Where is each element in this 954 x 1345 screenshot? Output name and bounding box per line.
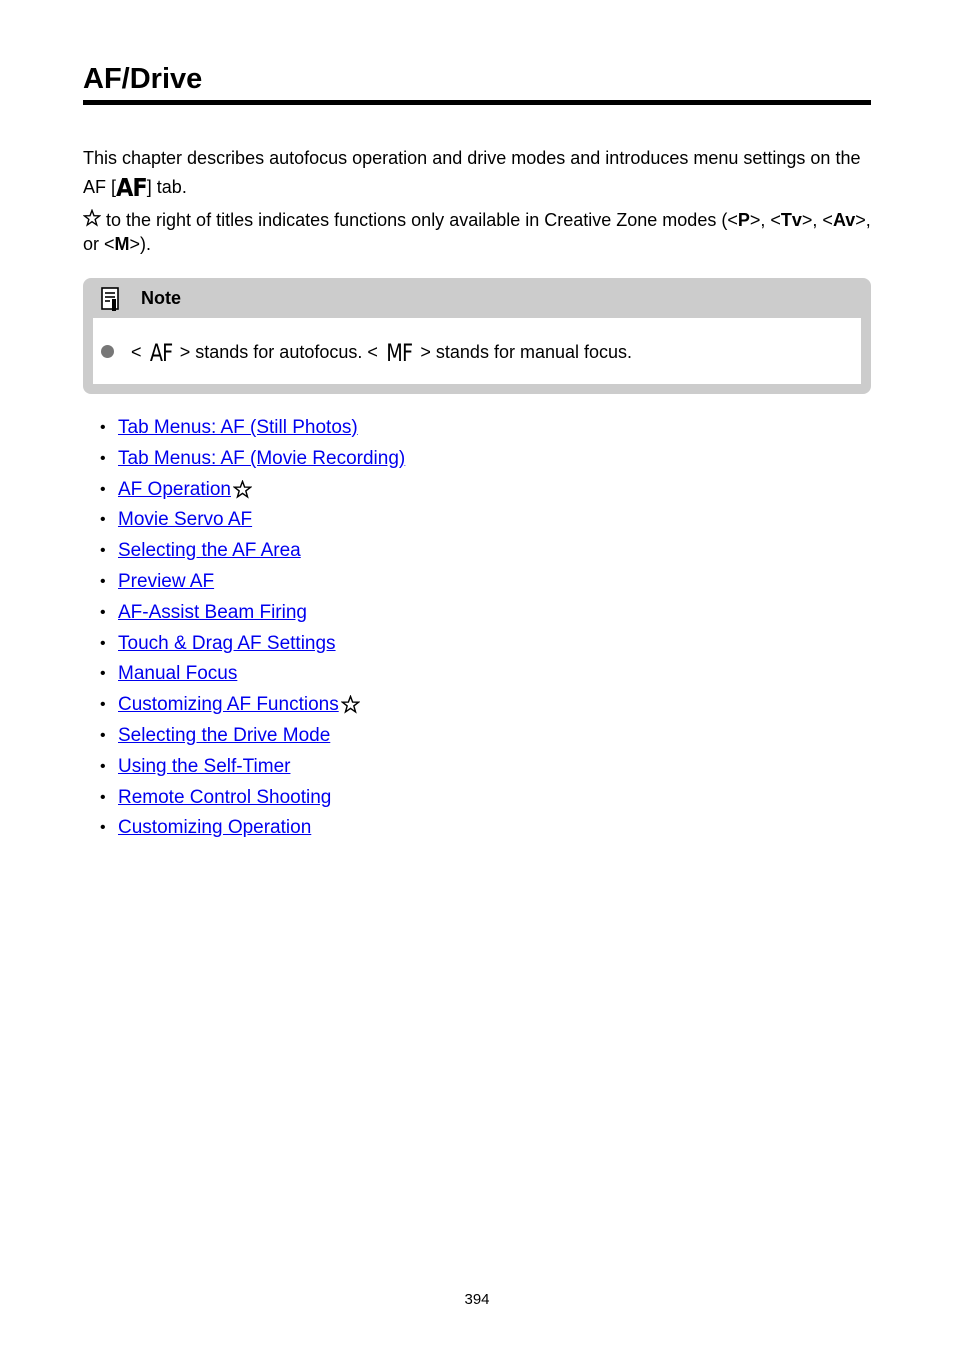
list-item	[100, 660, 405, 691]
list-item	[100, 722, 405, 753]
list-item	[100, 476, 405, 507]
note-text-part: > stands for autofocus. <	[174, 342, 383, 362]
bullet: •	[100, 419, 106, 436]
bullet: •	[100, 603, 106, 621]
link-af-operation[interactable]: AF Operation	[118, 478, 231, 500]
chapter-contents-list	[100, 414, 405, 845]
af-tab-icon: AF	[116, 173, 147, 202]
bullet: •	[100, 542, 106, 560]
list-item	[100, 784, 405, 815]
link-tab-menus-af-still[interactable]: Tab Menus: AF (Still Photos)	[118, 417, 358, 438]
note-body	[93, 318, 861, 384]
link-movie-servo-af[interactable]: Movie Servo AF	[118, 509, 253, 531]
bullet: •	[100, 449, 106, 467]
af-icon: AF	[149, 339, 172, 367]
note-text-part: > stands for manual focus.	[415, 342, 633, 362]
star-icon	[341, 695, 360, 714]
list-item	[100, 537, 405, 568]
bullet: •	[100, 788, 106, 806]
page-title: AF/Drive	[83, 60, 871, 105]
link-customizing-operation[interactable]: Customizing Operation	[118, 817, 312, 839]
link-tab-menus-af-movie[interactable]: Tab Menus: AF (Movie Recording)	[118, 447, 406, 469]
bullet: •	[100, 480, 106, 498]
intro-text-after: ] tab.	[146, 177, 187, 197]
creative-zone-note	[83, 209, 873, 256]
link-preview-af[interactable]: Preview AF	[118, 570, 215, 592]
list-item	[100, 506, 405, 537]
bullet: •	[100, 511, 106, 529]
link-selecting-drive-mode[interactable]: Selecting the Drive Mode	[118, 724, 331, 746]
link-manual-focus[interactable]: Manual Focus	[118, 663, 238, 685]
link-af-assist-beam[interactable]: AF-Assist Beam Firing	[118, 601, 307, 623]
intro-paragraph	[83, 144, 871, 202]
separator: >, <	[801, 210, 833, 230]
bullet: •	[100, 819, 106, 837]
star-icon	[233, 480, 252, 499]
list-item	[100, 414, 405, 445]
note-label: Note	[141, 288, 181, 308]
mode-av: Av	[832, 210, 856, 230]
list-item	[100, 599, 405, 630]
separator: >, or <	[83, 210, 871, 254]
bullet: •	[100, 726, 106, 744]
list-item	[100, 814, 405, 845]
bullet: •	[100, 757, 106, 775]
list-item	[100, 753, 405, 784]
note-item	[131, 339, 632, 365]
list-item	[100, 568, 405, 599]
link-customizing-af-functions[interactable]: Customizing AF Functions	[118, 694, 339, 716]
page-number: 394	[464, 1291, 490, 1308]
star-note-text: to the right of titles indicates functions only available in Creative Zone modes (<	[101, 210, 738, 230]
link-selecting-af-area[interactable]: Selecting the AF Area	[118, 540, 301, 562]
link-touch-drag-af[interactable]: Touch & Drag AF Settings	[118, 632, 336, 654]
link-using-self-timer[interactable]: Using the Self-Timer	[118, 755, 291, 777]
bullet: •	[100, 572, 106, 590]
note-box	[83, 278, 871, 394]
list-item	[100, 630, 405, 661]
mf-icon: MF	[386, 339, 413, 367]
star-icon	[83, 209, 101, 227]
note-text-part: <	[131, 342, 147, 362]
list-item	[100, 445, 405, 476]
mode-m: M	[114, 233, 130, 254]
note-bullet	[101, 345, 114, 358]
memo-icon	[101, 287, 121, 311]
star-note-end: >).	[129, 233, 152, 254]
bullet: •	[100, 696, 106, 714]
note-header	[83, 278, 871, 318]
mode-p: P	[737, 210, 750, 230]
bullet: •	[100, 665, 106, 683]
intro-text-before: This chapter describes autofocus operation and drive modes and introduces menu settings on the AF [	[83, 148, 861, 197]
list-item	[100, 691, 405, 722]
bullet: •	[100, 634, 106, 652]
separator: >, <	[749, 210, 781, 230]
mode-tv: Tv	[780, 210, 802, 230]
link-remote-control-shooting[interactable]: Remote Control Shooting	[118, 786, 332, 808]
